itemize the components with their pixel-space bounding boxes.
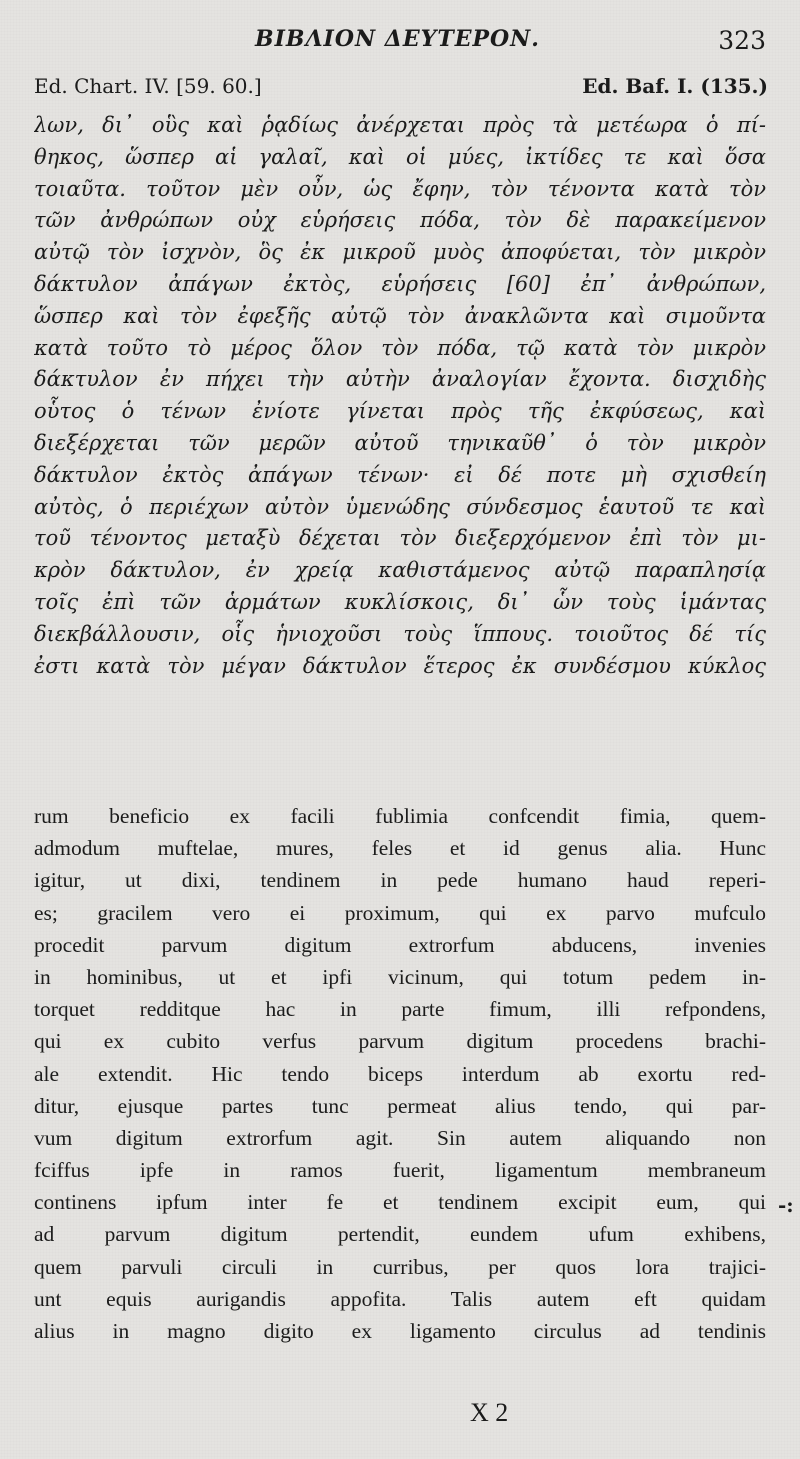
latin-text-line: ad parvum digitum pertendit, eundem ufum exhibens,	[34, 1222, 766, 1247]
latin-text-line: in hominibus, ut et ipfi vicinum, qui totum pedem in-	[34, 964, 766, 989]
greek-text-line: ὥσπερ καὶ τὸν ἐφεξῆς αὐτῷ τὸν ἀνακλῶντα καὶ σιμοῦντα	[34, 303, 766, 328]
latin-text-line: alius in magno digito ex ligamento circulus ad tendinis	[34, 1319, 766, 1343]
latin-text-line: fciffus ipfe in ramos fuerit, ligamentum membraneum	[34, 1158, 766, 1183]
greek-text-line: αὐτῷ τὸν ἰσχνὸν, ὃς ἐκ μικροῦ μυὸς ἀποφύεται, τὸν μικρὸν	[34, 240, 766, 265]
greek-text-line: διεκβάλλουσιν, οἷς ἡνιοχοῦσι τοὺς ἵππους. τοιοῦτος δέ τίς	[34, 621, 766, 646]
running-title: ΒΙΒΛΙΟΝ ΔΕΥΤΕΡΟΝ.	[255, 26, 540, 52]
latin-text-line: continens ipfum inter fe et tendinem excipit eum, qui	[34, 1190, 766, 1215]
edition-reference-right: Ed. Baf. I. (135.)	[582, 74, 768, 98]
latin-text-line: torquet redditque hac in parte fimum, illi refpondens,	[34, 997, 766, 1022]
greek-text-line: διεξέρχεται τῶν μερῶν αὐτοῦ τηνικαῦθ᾽ ὁ τὸν μικρὸν	[34, 430, 766, 455]
latin-text-block	[34, 800, 766, 1347]
edition-reference	[34, 74, 768, 104]
greek-text-line: τοῦ τένοντος μεταξὺ δέχεται τὸν διεξερχόμενον ἐπὶ τὸν μι-	[34, 526, 766, 551]
greek-text-line: οὗτος ὁ τένων ἐνίοτε γίνεται πρὸς τῆς ἐκφύσεως, καὶ	[34, 399, 766, 424]
greek-text-line: αὐτὸς, ὁ περιέχων αὐτὸν ὑμενώδης σύνδεσμος ἑαυτοῦ τε καὶ	[34, 494, 766, 519]
greek-text-block	[34, 110, 766, 682]
latin-text-line: igitur, ut dixi, tendinem in pede humano haud reperi-	[34, 868, 766, 893]
greek-text-line: τῶν ἀνθρώπων οὐχ εὑρήσεις πόδα, τὸν δὲ παρακείμενον	[34, 208, 766, 233]
signature-mark: X 2	[470, 1398, 509, 1427]
greek-text-line: λων, δι᾽ οὓς καὶ ῥᾳδίως ἀνέρχεται πρὸς τὰ μετέωρα ὁ πί-	[34, 113, 766, 137]
running-head	[0, 26, 800, 60]
greek-text-line: ἐστι κατὰ τὸν μέγαν δάκτυλον ἕτερος ἐκ συνδέσμου κύκλος	[34, 653, 766, 678]
greek-text-line: δάκτυλον ἀπάγων ἐκτὸς, εὑρήσεις [60] ἐπ᾽ ἀνθρώπων,	[34, 271, 766, 296]
latin-text-line: qui ex cubito verfus parvum digitum procedens brachi-	[34, 1029, 766, 1054]
greek-text-line: δάκτυλον ἐν πήχει τὴν αὐτὴν ἀναλογίαν ἔχοντα. δισχιδὴς	[34, 367, 766, 392]
latin-text-line: unt equis aurigandis appofita. Talis autem eft quidam	[34, 1286, 766, 1311]
margin-mark: -:	[778, 1193, 794, 1217]
greek-text-line: τοῖς ἐπὶ τῶν ἁρμάτων κυκλίσκοις, δι᾽ ὧν τοὺς ἱμάντας	[34, 589, 766, 614]
latin-text-line: procedit parvum digitum extrorfum abducens, invenies	[34, 932, 766, 957]
latin-text-line: admodum muftelae, mures, feles et id genus alia. Hunc	[34, 836, 766, 861]
greek-text-line: κατὰ τοῦτο τὸ μέρος ὅλον τὸν πόδα, τῷ κατὰ τὸν μικρὸν	[34, 335, 766, 360]
greek-text-line: δάκτυλον ἐκτὸς ἀπάγων τένων· εἰ δέ ποτε μὴ σχισθείη	[34, 462, 766, 487]
page-number: 323	[718, 26, 766, 55]
latin-text-line: es; gracilem vero ei proximum, qui ex parvo mufculo	[34, 900, 766, 925]
latin-text-line: ditur, ejusque partes tunc permeat alius tendo, qui par-	[34, 1093, 766, 1118]
latin-text-line: quem parvuli circuli in curribus, per quos lora trajici-	[34, 1254, 766, 1279]
greek-text-line: θηκος, ὥσπερ αἱ γαλαῖ, καὶ οἱ μύες, ἰκτίδες τε καὶ ὅσα	[34, 144, 766, 169]
greek-text-line: κρὸν δάκτυλον, ἐν χρείᾳ καθιστάμενος αὐτῷ παραπλησίᾳ	[34, 558, 766, 583]
latin-text-line: ale extendit. Hic tendo biceps interdum ab exortu red-	[34, 1061, 766, 1086]
latin-text-line: vum digitum extrorfum agit. Sin autem aliquando non	[34, 1125, 766, 1150]
edition-reference-left: Ed. Chart. IV. [59. 60.]	[34, 74, 262, 98]
greek-text-line: τοιαῦτα. τοῦτον μὲν οὖν, ὡς ἔφην, τὸν τένοντα κατὰ τὸν	[34, 176, 766, 201]
latin-text-line: rum beneficio ex facili fublimia confcendit fimia, quem-	[34, 804, 766, 828]
